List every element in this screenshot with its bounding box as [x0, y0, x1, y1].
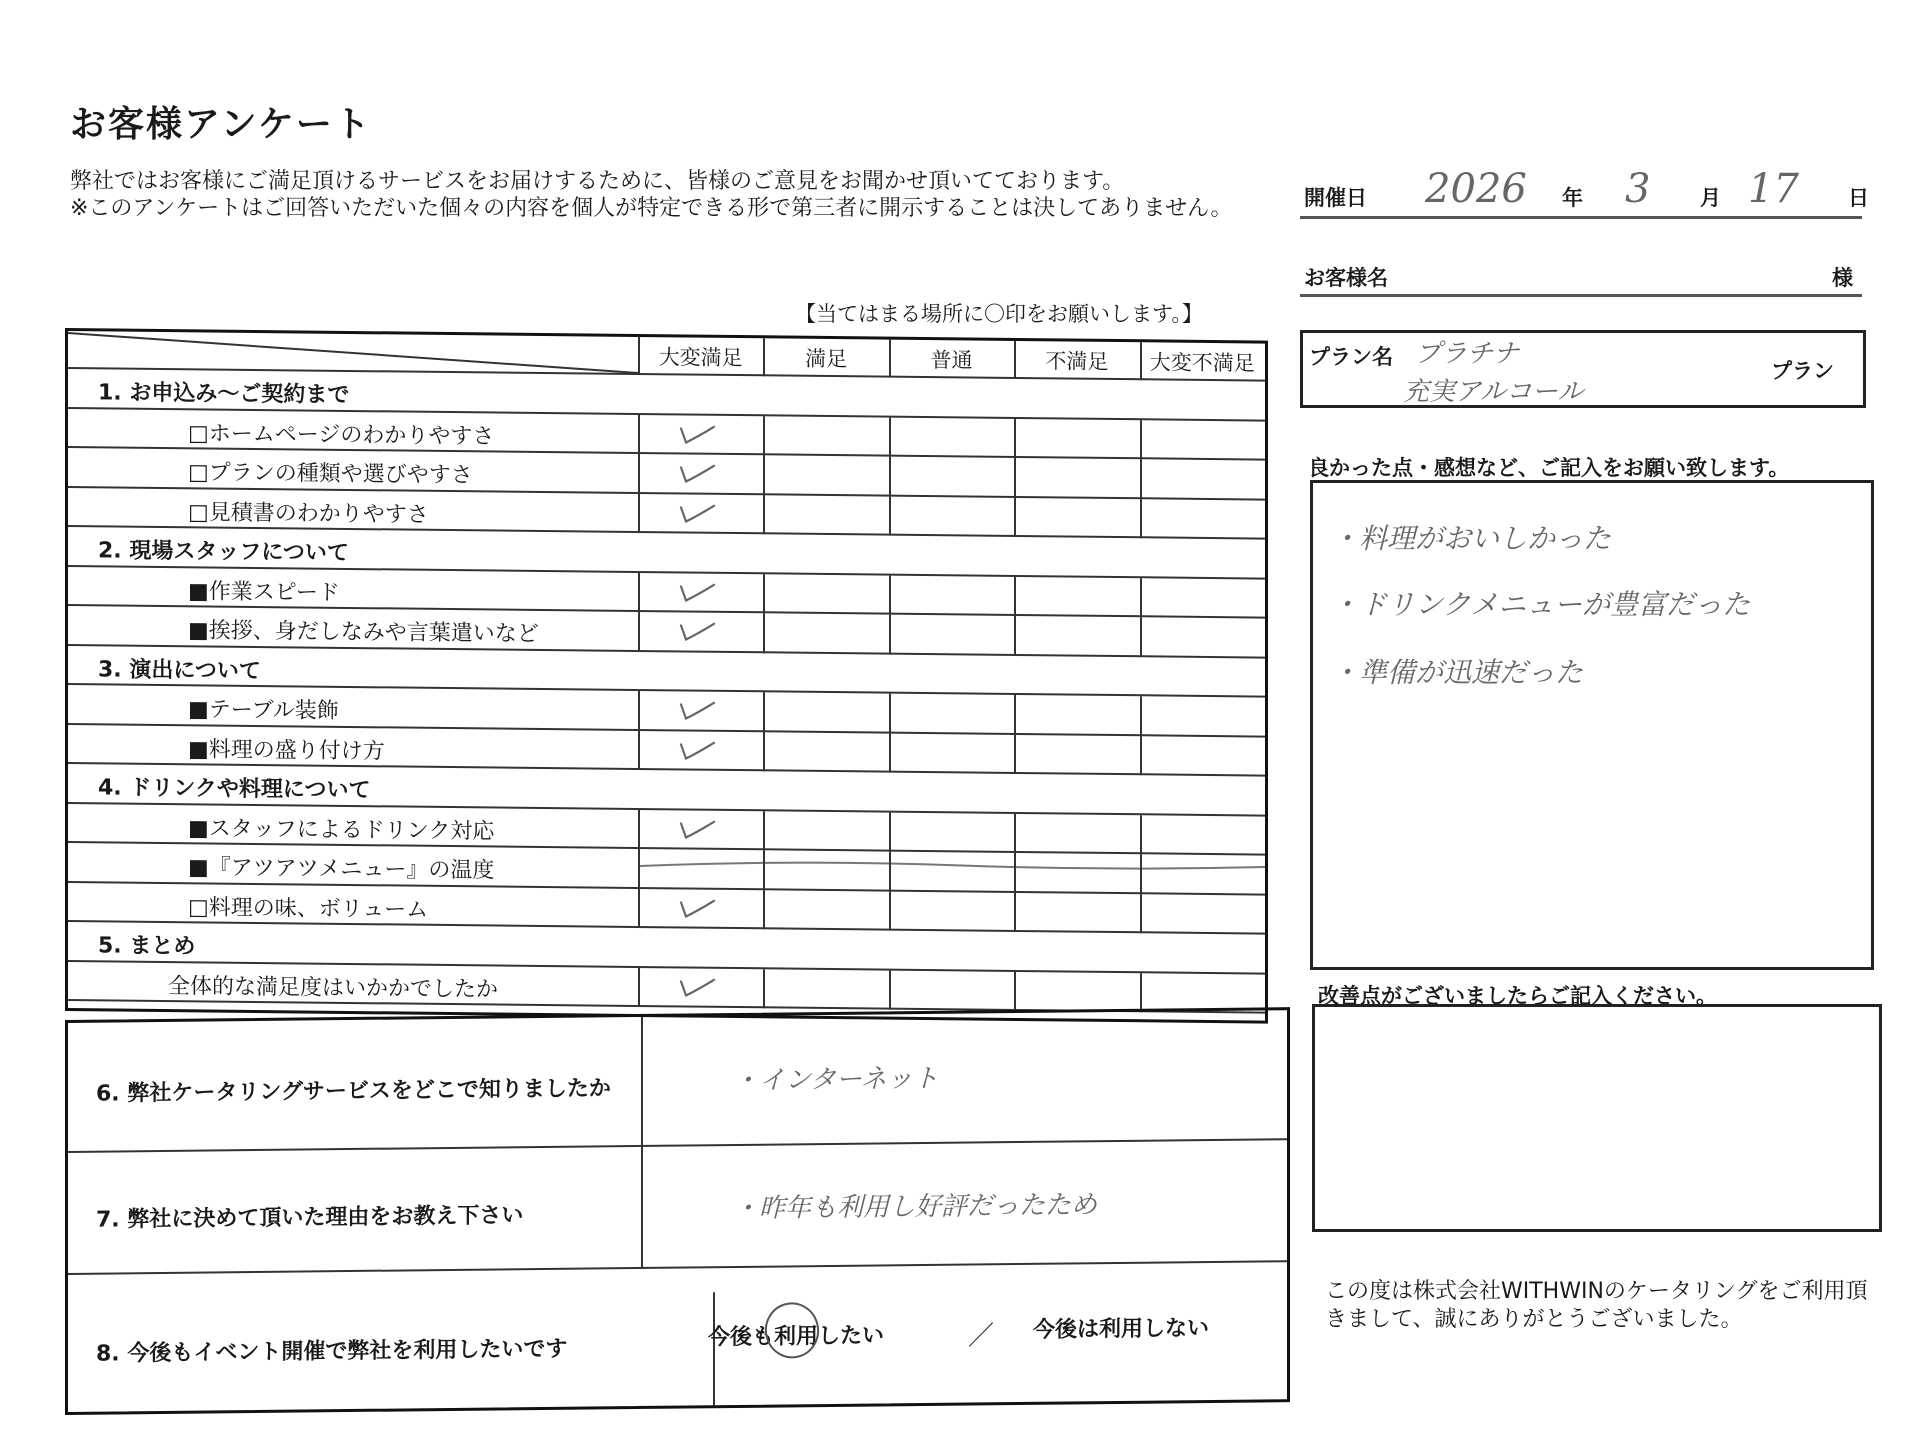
rating-cell[interactable]	[1140, 499, 1265, 540]
column-header-1: 大変満足	[658, 345, 743, 371]
check-mark	[678, 580, 716, 602]
rating-cell[interactable]	[1014, 576, 1139, 617]
question-8-label: 8. 今後もイベント開催で弊社を利用したいです	[96, 1336, 568, 1367]
rating-cell[interactable]	[763, 416, 888, 457]
plan-value-line1: プラチナ	[1415, 339, 1520, 369]
column-header-4: 不満足	[1045, 349, 1109, 374]
rating-cell[interactable]	[763, 455, 888, 496]
rating-cell[interactable]	[889, 812, 1014, 853]
section-title-1: 1. お申込み～ご契約まで	[98, 380, 350, 408]
check-mark	[678, 738, 716, 760]
rating-cell[interactable]	[763, 890, 888, 931]
section-title-2: 2. 現場スタッフについて	[98, 538, 349, 566]
customer-suffix: 様	[1832, 266, 1853, 290]
survey-item-label: □見積書のわかりやすさ	[188, 499, 429, 528]
rating-cell[interactable]	[889, 457, 1014, 498]
check-mark	[678, 461, 716, 483]
question-7-label: 7. 弊社に決めて頂いた理由をお教え下さい	[96, 1203, 524, 1233]
month-label: 月	[1700, 186, 1721, 210]
rating-cell[interactable]	[1014, 892, 1139, 933]
rating-cell[interactable]	[1014, 458, 1139, 499]
rating-cell[interactable]	[889, 970, 1014, 1011]
column-header-3: 普通	[930, 348, 973, 373]
date-month-value: 3	[1625, 166, 1651, 212]
rating-cell[interactable]	[1014, 497, 1139, 538]
page-title: お客様アンケート	[70, 104, 372, 145]
customer-label: お客様名	[1304, 266, 1388, 290]
rating-cell[interactable]	[889, 615, 1014, 656]
rating-cell[interactable]	[763, 692, 888, 733]
column-header-2: 満足	[805, 346, 848, 372]
plan-suffix: プラン	[1771, 359, 1834, 383]
option-yes-label: 今後も利用したい	[708, 1323, 885, 1351]
question-7-answer[interactable]: ・昨年も利用し好評だったため	[733, 1190, 1098, 1225]
date-field[interactable]	[1300, 166, 1869, 219]
survey-table	[65, 328, 1268, 1024]
good-point-3: ・準備が迅速だった	[1331, 656, 1584, 689]
plan-label: プラン名	[1309, 345, 1393, 369]
customer-name-field[interactable]	[1300, 256, 1862, 297]
check-mark	[678, 501, 716, 523]
rating-cell[interactable]	[1140, 894, 1265, 935]
rating-cell[interactable]	[889, 694, 1014, 735]
rating-cell[interactable]	[1014, 616, 1139, 657]
rating-cell[interactable]	[889, 733, 1014, 774]
survey-item-label: 全体的な満足度はいかかでしたか	[168, 973, 499, 1003]
rating-cell[interactable]	[1140, 815, 1265, 856]
rating-cell[interactable]	[763, 574, 888, 615]
good-point-1: ・料理がおいしかった	[1331, 522, 1612, 555]
survey-item-label: □プランの種類や選びやすさ	[188, 460, 473, 489]
improvement-box[interactable]	[1312, 1004, 1882, 1232]
option-yes[interactable]	[708, 1318, 884, 1351]
day-label: 日	[1848, 186, 1869, 210]
rating-cell[interactable]	[889, 891, 1014, 932]
survey-item-label: ■スタッフによるドリンク対応	[188, 815, 495, 844]
rating-cell[interactable]	[1014, 734, 1139, 775]
question-6-label: 6. 弊社ケータリングサービスをどこで知りましたか	[96, 1076, 611, 1107]
plan-box[interactable]	[1300, 330, 1866, 408]
survey-item-label: ■料理の盛り付け方	[188, 736, 385, 764]
thanks-message: この度は株式会社WITHWINのケータリングをご利用頂きまして、誠にありがとうございました。	[1325, 1279, 1868, 1332]
rating-cell[interactable]	[763, 495, 888, 536]
rating-cell[interactable]	[1140, 420, 1265, 461]
survey-item-label: ■挨拶、身だしなみや言葉遣いなど	[188, 618, 539, 647]
question-row	[68, 1262, 1287, 1412]
question-row	[68, 1140, 1287, 1275]
rating-cell[interactable]	[1140, 696, 1265, 737]
rating-cell[interactable]	[1140, 578, 1265, 619]
rating-cell[interactable]	[1140, 736, 1265, 777]
good-points-box[interactable]	[1310, 480, 1874, 970]
instruction-text: 【当てはまる場所に〇印をお願いします。】	[795, 302, 1203, 326]
survey-item-label: □料理の味、ボリューム	[188, 894, 429, 923]
survey-item-label: ■作業スピード	[188, 578, 340, 606]
column-header-5: 大変不満足	[1149, 350, 1255, 376]
option-separator: ／	[968, 1321, 995, 1352]
section-title-5: 5. まとめ	[98, 933, 196, 960]
rating-cell[interactable]	[1014, 418, 1139, 459]
rating-cell[interactable]	[889, 417, 1014, 458]
plan-value-line2: 充実アルコール	[1403, 377, 1584, 407]
selected-circle-mark	[758, 1297, 828, 1364]
intro-text	[70, 168, 1270, 222]
rating-cell[interactable]	[763, 811, 888, 852]
check-mark	[678, 817, 716, 839]
rating-cell[interactable]	[763, 613, 888, 654]
rating-cell[interactable]	[763, 732, 888, 773]
section-title-3: 3. 演出について	[98, 656, 261, 684]
option-no[interactable]: 今後は利用しない	[1033, 1316, 1210, 1343]
good-point-2: ・ドリンクメニューが豊富だった	[1331, 588, 1751, 621]
survey-item-label: ■『アツアツメニュー』の温度	[188, 855, 495, 884]
rating-cell[interactable]	[889, 496, 1014, 537]
rating-cell[interactable]	[1140, 617, 1265, 658]
intro-line-2: ※このアンケートはご回答いただいた個々の内容を個人が特定できる形で第三者に開示することは決してありません。	[70, 196, 1233, 221]
date-year-value: 2026	[1425, 166, 1527, 212]
year-label: 年	[1562, 186, 1583, 210]
section-title-4: 4. ドリンクや料理について	[98, 775, 371, 804]
rating-cell[interactable]	[1014, 971, 1139, 1012]
date-label: 開催日	[1304, 186, 1367, 210]
header-diagonal-line	[68, 331, 638, 375]
check-mark	[678, 975, 716, 997]
questions-table	[65, 1007, 1290, 1415]
survey-item-label: □ホームページのわかりやすさ	[188, 420, 495, 449]
rating-cell[interactable]	[1140, 459, 1265, 500]
rating-cell[interactable]	[889, 575, 1014, 616]
survey-item-label: ■テーブル装飾	[188, 697, 339, 724]
rating-cell[interactable]	[1014, 695, 1139, 736]
check-mark	[678, 422, 716, 444]
check-mark	[678, 619, 716, 641]
check-mark	[678, 896, 716, 918]
question-row	[68, 1010, 1287, 1153]
intro-line-1: 弊社ではお客様にご満足頂けるサービスをお届けするために、皆様のご意見をお聞かせ頂いてております。	[70, 169, 1125, 194]
improvement-label: 改善点がございましたらご記入ください。	[1318, 984, 1717, 1008]
question-6-answer[interactable]: ・インターネット	[733, 1063, 939, 1097]
date-day-value: 17	[1748, 166, 1799, 212]
rating-cell[interactable]	[763, 969, 888, 1010]
rating-cell[interactable]	[1014, 813, 1139, 854]
good-points-label: 良かった点・感想など、ご記入をお願い致します。	[1308, 456, 1790, 480]
check-mark	[678, 698, 716, 720]
